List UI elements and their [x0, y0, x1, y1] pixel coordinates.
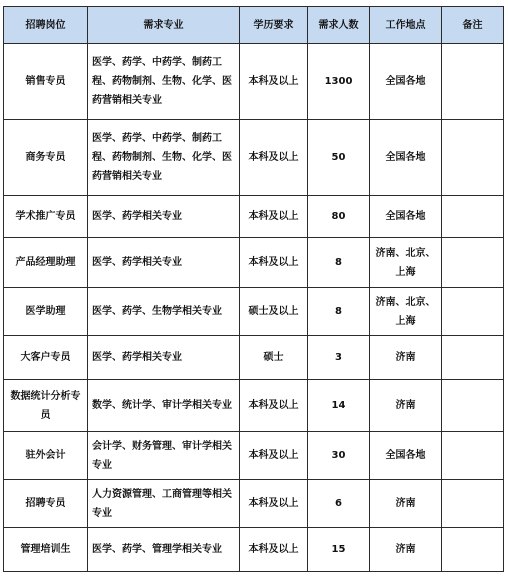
- cell-education: 本科及以上: [240, 238, 308, 288]
- cell-count: 30: [308, 432, 370, 480]
- table-row: [4, 288, 504, 336]
- cell-count: 15: [308, 528, 370, 572]
- table-row: [4, 120, 504, 196]
- cell-major: 医学、药学、管理学相关专业: [88, 528, 240, 572]
- header-location: 工作地点: [370, 7, 442, 44]
- cell-position: 数据统计分析专员: [4, 380, 88, 432]
- cell-location: 全国各地: [370, 44, 442, 120]
- cell-major: 人力资源管理、工商管理等相关专业: [88, 480, 240, 528]
- cell-education: 本科及以上: [240, 432, 308, 480]
- cell-major: 数学、统计学、审计学相关专业: [88, 380, 240, 432]
- header-note: 备注: [442, 7, 504, 44]
- cell-note: [442, 528, 504, 572]
- cell-position: 销售专员: [4, 44, 88, 120]
- cell-education: 本科及以上: [240, 44, 308, 120]
- header-education: 学历要求: [240, 7, 308, 44]
- table-row: [4, 380, 504, 432]
- header-major: 需求专业: [88, 7, 240, 44]
- cell-education: 本科及以上: [240, 380, 308, 432]
- cell-note: [442, 380, 504, 432]
- recruitment-table: [3, 6, 504, 572]
- cell-note: [442, 44, 504, 120]
- cell-count: 14: [308, 380, 370, 432]
- cell-note: [442, 480, 504, 528]
- table-row: [4, 44, 504, 120]
- table-row: [4, 238, 504, 288]
- cell-note: [442, 238, 504, 288]
- cell-note: [442, 432, 504, 480]
- cell-count: 50: [308, 120, 370, 196]
- table-row: [4, 432, 504, 480]
- cell-major: 医学、药学相关专业: [88, 336, 240, 380]
- cell-education: 硕士及以上: [240, 288, 308, 336]
- cell-count: 1300: [308, 44, 370, 120]
- cell-location: 济南: [370, 336, 442, 380]
- table-row: [4, 480, 504, 528]
- cell-note: [442, 120, 504, 196]
- cell-major: 医学、药学相关专业: [88, 196, 240, 238]
- cell-position: 医学助理: [4, 288, 88, 336]
- cell-location: 全国各地: [370, 196, 442, 238]
- cell-education: 本科及以上: [240, 480, 308, 528]
- cell-location: 济南: [370, 480, 442, 528]
- cell-major: 医学、药学、中药学、制药工程、药物制剂、生物、化学、医药营销相关专业: [88, 44, 240, 120]
- cell-position: 招聘专员: [4, 480, 88, 528]
- cell-major: 会计学、财务管理、审计学相关专业: [88, 432, 240, 480]
- cell-education: 本科及以上: [240, 120, 308, 196]
- header-count: 需求人数: [308, 7, 370, 44]
- header-row: [4, 7, 504, 44]
- cell-position: 学术推广专员: [4, 196, 88, 238]
- cell-count: 8: [308, 288, 370, 336]
- cell-count: 80: [308, 196, 370, 238]
- cell-location: 全国各地: [370, 120, 442, 196]
- cell-count: 6: [308, 480, 370, 528]
- cell-education: 本科及以上: [240, 196, 308, 238]
- cell-note: [442, 288, 504, 336]
- header-position: 招聘岗位: [4, 7, 88, 44]
- cell-location: 济南: [370, 380, 442, 432]
- cell-position: 驻外会计: [4, 432, 88, 480]
- cell-location: 济南: [370, 528, 442, 572]
- cell-note: [442, 196, 504, 238]
- cell-education: 本科及以上: [240, 528, 308, 572]
- cell-position: 产品经理助理: [4, 238, 88, 288]
- cell-location: 全国各地: [370, 432, 442, 480]
- table-row: [4, 196, 504, 238]
- cell-position: 商务专员: [4, 120, 88, 196]
- table-row: [4, 336, 504, 380]
- cell-education: 硕士: [240, 336, 308, 380]
- cell-count: 8: [308, 238, 370, 288]
- cell-position: 大客户专员: [4, 336, 88, 380]
- cell-major: 医学、药学相关专业: [88, 238, 240, 288]
- cell-count: 3: [308, 336, 370, 380]
- cell-location: 济南、北京、上海: [370, 238, 442, 288]
- cell-position: 管理培训生: [4, 528, 88, 572]
- cell-major: 医学、药学、生物学相关专业: [88, 288, 240, 336]
- cell-major: 医学、药学、中药学、制药工程、药物制剂、生物、化学、医药营销相关专业: [88, 120, 240, 196]
- table-row: [4, 528, 504, 572]
- cell-note: [442, 336, 504, 380]
- cell-location: 济南、北京、上海: [370, 288, 442, 336]
